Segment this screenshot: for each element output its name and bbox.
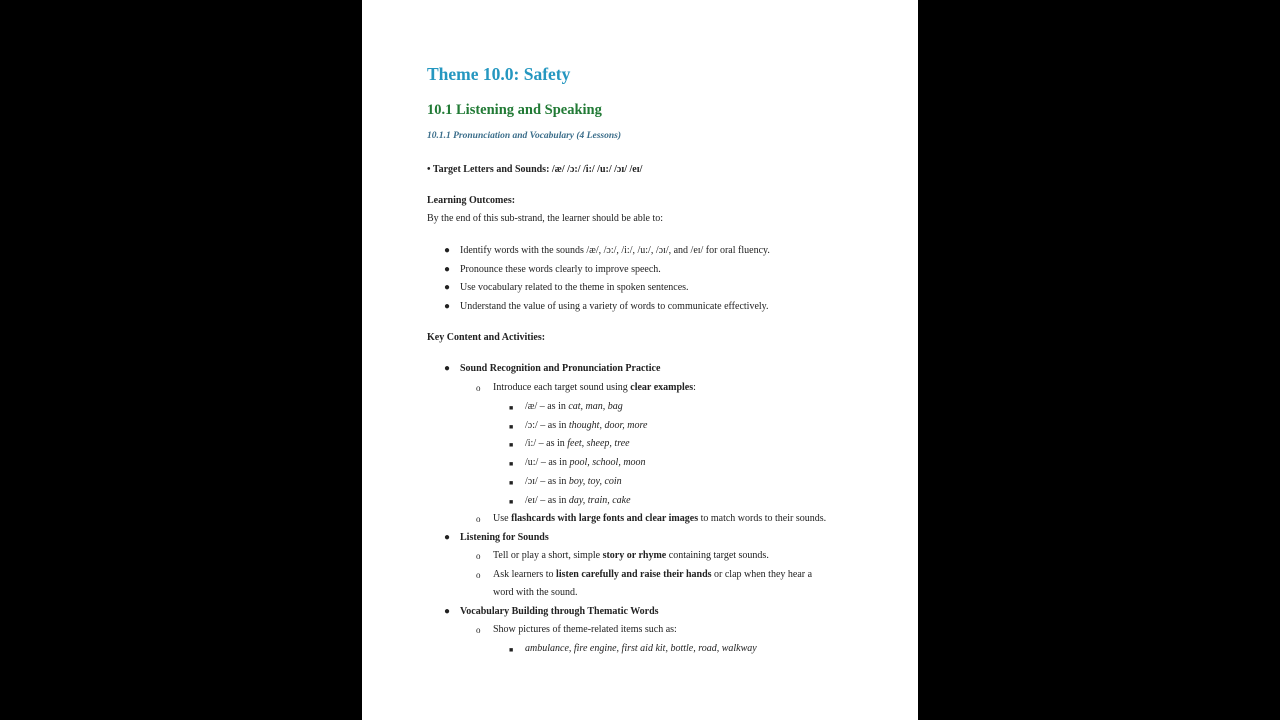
bullet-icon: ● — [444, 606, 451, 617]
square-bullet-icon: ■ — [509, 479, 514, 487]
square-bullet-icon: ■ — [509, 423, 514, 431]
square-bullet-icon: ■ — [509, 498, 514, 506]
bullet-icon: ● — [444, 245, 451, 256]
document-page: Theme 10.0: Safety 10.1 Listening and Speaking 10.1.1 Pronunciation and Vocabulary (4 Lessons) • Target Letters and Sounds: /æ/ /ɔ:/ /i:/ /u:/ /ɔɪ/ /eɪ/ Learning Outcomes: By the end of this sub-strand, the learner should be able to: ● Identify words with the sounds /æ/, /ɔ:/, /i:/, /u:/, /ɔɪ/, and /eɪ/ for oral fluency. ● Pronounce these words clearly to improve speech. ● Use vocabulary related to the theme in spoken sentences. ● Understand the value of using a variety of words to communicate effectively. Key Content and Activities: ● Sound Recognition and Pronunciation Practice o Introduce each target sound using clear examples: ■ /æ/ – as in cat, man, bag ■ /ɔ:/ – as in thought, door, more ■ /i:/ – as in feet, sheep, tree ■ /u:/ – as in pool, school, moon ■ /ɔɪ/ – as in boy, toy, coin ■ /eɪ/ – as in day, train, cake o Use flashcards with large fonts and clear images to match words to their sounds. ● Listening for Sounds o Tell or play a short, simple story or rhyme containing target sounds. o Ask learners to listen carefully and raise their hands or clap when they hear a word with the sound. ● Vocabulary Building through Thematic Words o Show pictures of theme-related items such as: ■ ambulance, fire engine, first aid kit, bottle, road, walkway — [362, 0, 918, 720]
circle-bullet-icon: o — [476, 383, 481, 393]
bullet-icon: ● — [444, 301, 451, 312]
circle-bullet-icon: o — [476, 551, 481, 561]
bullet-icon: ● — [444, 532, 451, 543]
circle-bullet-icon: o — [476, 625, 481, 635]
bullet-icon: ● — [444, 282, 451, 293]
circle-bullet-icon: o — [476, 570, 481, 580]
subsection-heading: 10.1.1 Pronunciation and Vocabulary (4 Lessons) — [427, 131, 621, 141]
section-heading: 10.1 Listening and Speaking — [427, 102, 602, 118]
square-bullet-icon: ■ — [509, 441, 514, 449]
bullet-icon: ● — [444, 264, 451, 275]
learning-outcomes-intro: By the end of this sub-strand, the learner should be able to: — [427, 213, 664, 224]
square-bullet-icon: ■ — [509, 646, 514, 654]
document-title: Theme 10.0: Safety — [427, 64, 571, 84]
learning-outcomes-heading: Learning Outcomes: — [427, 195, 516, 206]
square-bullet-icon: ■ — [509, 460, 514, 468]
circle-bullet-icon: o — [476, 514, 481, 524]
key-content-heading: Key Content and Activities: — [427, 332, 546, 343]
target-sounds-line: • Target Letters and Sounds: /æ/ /ɔ:/ /i:/ /u:/ /ɔɪ/ /eɪ/ — [427, 164, 643, 175]
square-bullet-icon: ■ — [509, 404, 514, 412]
bullet-icon: ● — [444, 363, 451, 374]
